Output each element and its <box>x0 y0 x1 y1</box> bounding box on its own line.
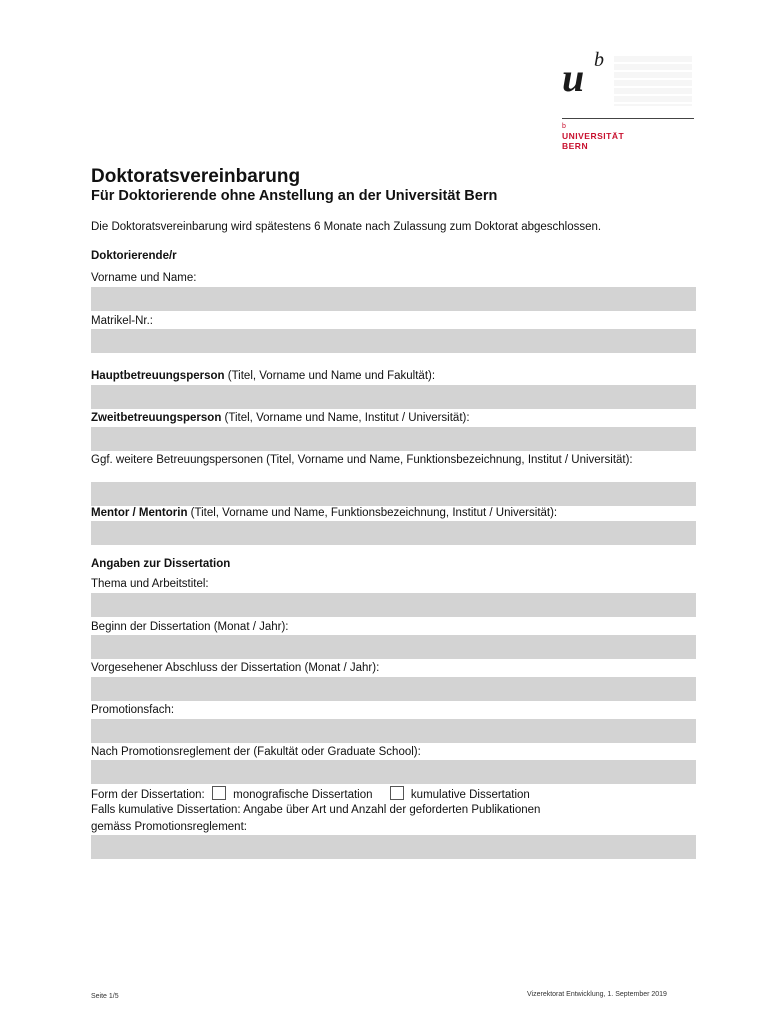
logo-small-b: b <box>562 123 566 130</box>
weitere-betreuung-label: Ggf. weitere Betreuungspersonen (Titel, Vorname und Name, Funktionsbezeichnung, Institut / Universität): <box>91 454 633 466</box>
intro-text: Die Doktoratsvereinbarung wird spätestens 6 Monate nach Zulassung zum Doktorat abgeschlossen. <box>91 221 602 233</box>
hauptbetreuung-label <box>91 369 691 383</box>
zweitbetreuung-label <box>91 411 691 425</box>
mentor-field[interactable] <box>91 521 696 545</box>
mentor-label <box>91 506 691 520</box>
beginn-field[interactable] <box>91 635 696 659</box>
thema-label: Thema und Arbeitstitel: <box>91 578 209 590</box>
university-logo <box>556 48 696 158</box>
zweitbetreuung-field[interactable] <box>91 427 696 451</box>
weitere-betreuung-field[interactable] <box>91 482 696 506</box>
footer-department-date: Vizerektorat Entwicklung, 1. September 2019 <box>527 991 667 998</box>
logo-city: BERN <box>562 141 589 151</box>
abschluss-field[interactable] <box>91 677 696 701</box>
kumulativ-note-line2: gemäss Promotionsreglement: <box>91 821 247 833</box>
hauptbetreuung-label-rest: (Titel, Vorname und Name und Fakultät): <box>224 370 436 382</box>
footer-page-number: Seite 1/5 <box>91 993 119 1000</box>
mentor-label-rest: (Titel, Vorname und Name, Funktionsbezeichnung, Institut / Universität): <box>187 507 558 519</box>
zweitbetreuung-label-bold: Zweitbetreuungsperson <box>91 412 222 424</box>
kumulativ-note-line1: Falls kumulative Dissertation: Angabe über Art und Anzahl der geforderten Publikationen <box>91 804 541 816</box>
publikationen-field[interactable] <box>91 835 696 859</box>
zweitbetreuung-label-rest: (Titel, Vorname und Name, Institut / Universität): <box>221 412 470 424</box>
document-title: Doktoratsvereinbarung <box>91 166 301 187</box>
logo-superscript: b <box>594 49 604 71</box>
matrikel-label: Matrikel-Nr.: <box>91 315 153 327</box>
monografisch-option-label: monografische Dissertation <box>233 789 373 801</box>
reglement-label: Nach Promotionsreglement der (Fakultät oder Graduate School): <box>91 746 421 758</box>
thema-field[interactable] <box>91 593 696 617</box>
promotionsfach-field[interactable] <box>91 719 696 743</box>
section-heading-doktorierende: Doktorierende/r <box>91 250 177 262</box>
monografisch-checkbox[interactable] <box>212 786 226 800</box>
hauptbetreuung-label-bold: Hauptbetreuungsperson <box>91 370 225 382</box>
abschluss-label: Vorgesehener Abschluss der Dissertation (Monat / Jahr): <box>91 662 380 674</box>
section-heading-dissertation: Angaben zur Dissertation <box>91 558 231 570</box>
logo-watermark <box>614 56 692 106</box>
mentor-label-bold: Mentor / Mentorin <box>91 507 188 519</box>
logo-university: UNIVERSITÄT <box>562 131 625 141</box>
form-label: Form der Dissertation: <box>91 789 205 801</box>
logo-divider <box>562 118 694 119</box>
logo-letter: u <box>562 55 585 100</box>
kumulativ-option-label: kumulative Dissertation <box>410 789 530 801</box>
promotionsfach-label: Promotionsfach: <box>91 704 175 716</box>
document-subtitle: Für Doktorierende ohne Anstellung an der Universität Bern <box>91 188 498 204</box>
reglement-field[interactable] <box>91 760 696 784</box>
beginn-label: Beginn der Dissertation (Monat / Jahr): <box>91 621 289 633</box>
form-row <box>91 786 691 802</box>
hauptbetreuung-field[interactable] <box>91 385 696 409</box>
matrikel-field[interactable] <box>91 329 696 353</box>
kumulativ-checkbox[interactable] <box>390 786 404 800</box>
name-label: Vorname und Name: <box>91 272 197 284</box>
name-field[interactable] <box>91 287 696 311</box>
